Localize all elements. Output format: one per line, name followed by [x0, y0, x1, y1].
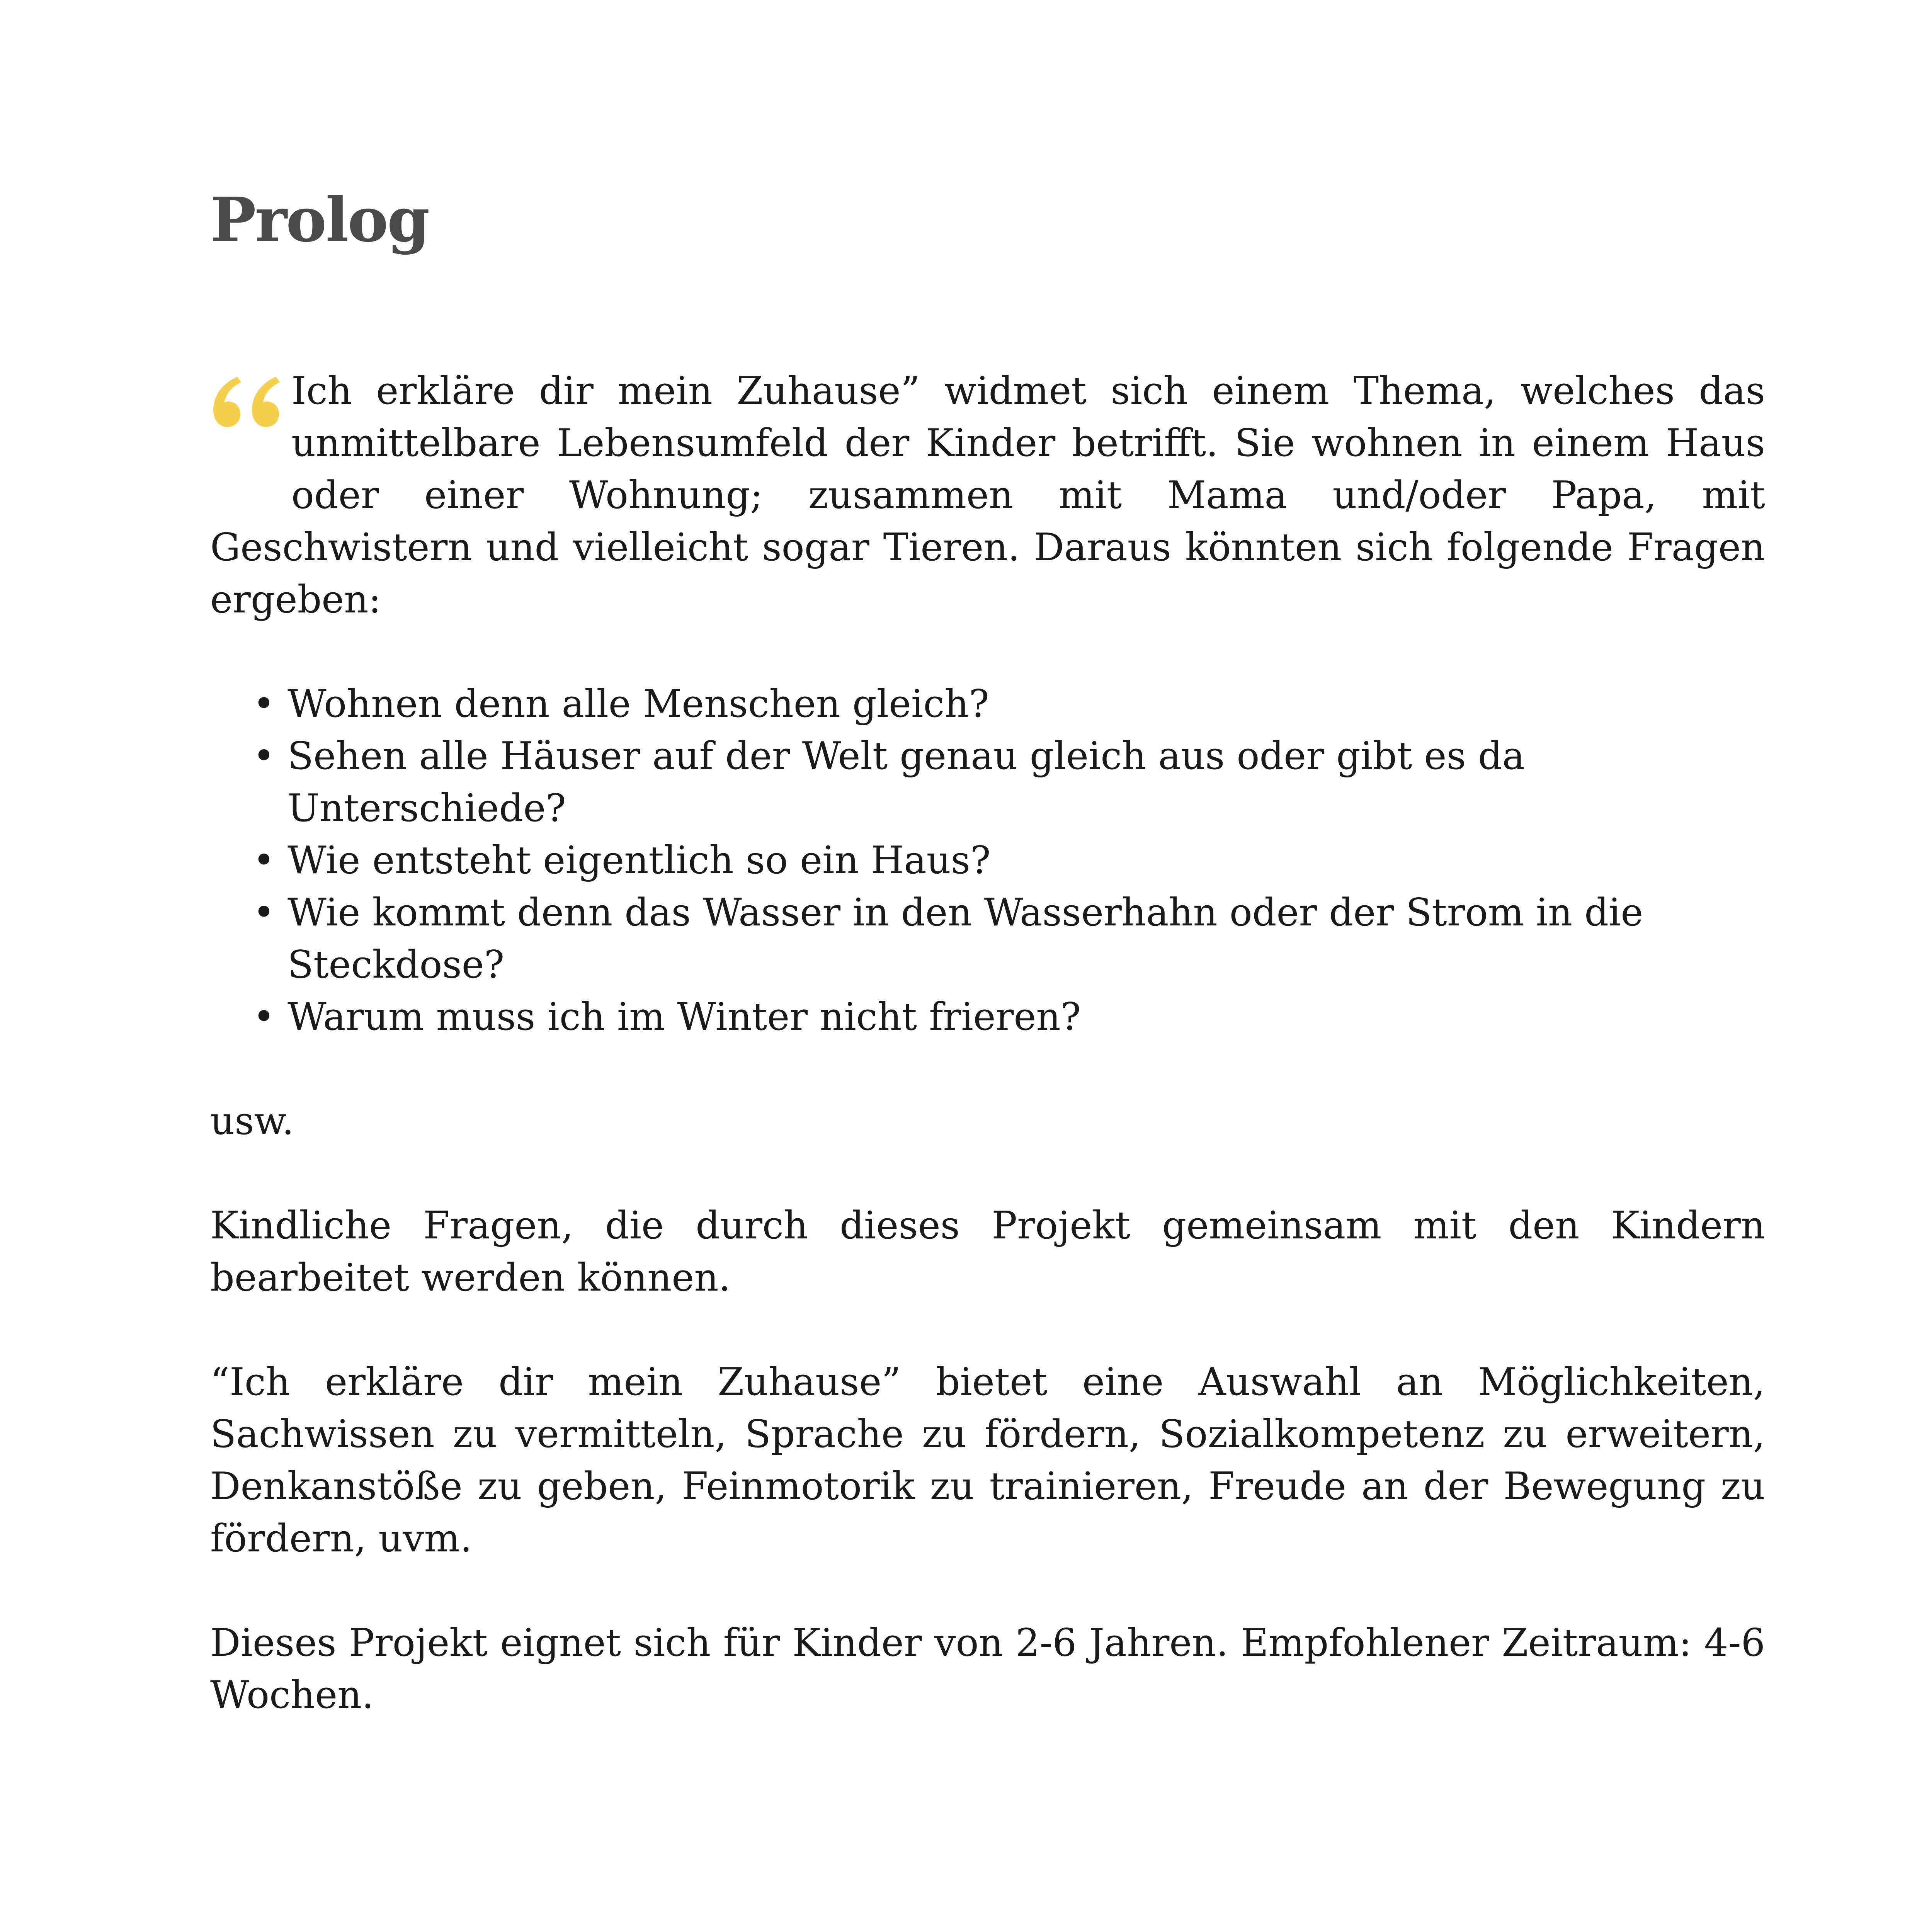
question-list — [210, 678, 1765, 1043]
opening-quote-glyph — [210, 372, 284, 430]
page-title: Prolog — [210, 184, 429, 256]
question-text: Wie entsteht eigentlich so ein Haus? — [287, 838, 991, 883]
list-item — [253, 730, 1765, 835]
body-paragraph-questions: Kindliche Fragen, die durch dieses Projekt gemeinsam mit den Kindern bearbeitet werden können. — [210, 1204, 1765, 1300]
list-item — [253, 678, 1765, 730]
intro-text: Ich erkläre dir mein Zuhause” widmet sich einem Thema, welches das unmittelbare Lebensumfeld der Kinder betrifft. Sie wohnen in einem Haus oder einer Wohnung; zusammen mit Mama und/oder Papa, mit Geschwistern und vielleicht sogar Tieren. Daraus könnten sich folgende Fragen ergeben: — [210, 369, 1765, 622]
intro-paragraph — [210, 365, 1765, 626]
question-text: Wie kommt denn das Wasser in den Wasserhahn oder der Strom in die Steckdose? — [287, 891, 1643, 987]
question-text: Wohnen denn alle Menschen gleich? — [287, 682, 989, 726]
question-text: Warum muss ich im Winter nicht frieren? — [287, 995, 1081, 1039]
opening-quote-icon — [210, 372, 287, 476]
bullet-icon: • — [253, 682, 275, 726]
prolog-body — [210, 365, 1765, 1721]
usw-text: usw. — [210, 1099, 294, 1143]
bullet-icon: • — [253, 734, 275, 778]
quote-fill — [213, 377, 280, 427]
body-paragraph-age-range: Dieses Projekt eignet sich für Kinder von 2-6 Jahren. Empfohlener Zeitraum: 4-6 Wochen. — [210, 1621, 1765, 1717]
list-item — [253, 991, 1765, 1043]
question-text: Sehen alle Häuser auf der Welt genau gleich aus oder gibt es da Unterschiede? — [287, 734, 1525, 830]
bullet-icon: • — [253, 838, 275, 883]
bullet-icon: • — [253, 995, 275, 1039]
bullet-icon: • — [253, 891, 275, 935]
list-item — [253, 835, 1765, 887]
list-item — [253, 887, 1765, 991]
body-paragraph-benefits: “Ich erkläre dir mein Zuhause” bietet eine Auswahl an Möglichkeiten, Sachwissen zu vermitteln, Sprache zu fördern, Sozialkompetenz zu erweitern, Denkanstöße zu geben, Feinmotorik zu trainieren, Freude an der Bewegung zu fördern, uvm. — [210, 1360, 1765, 1561]
